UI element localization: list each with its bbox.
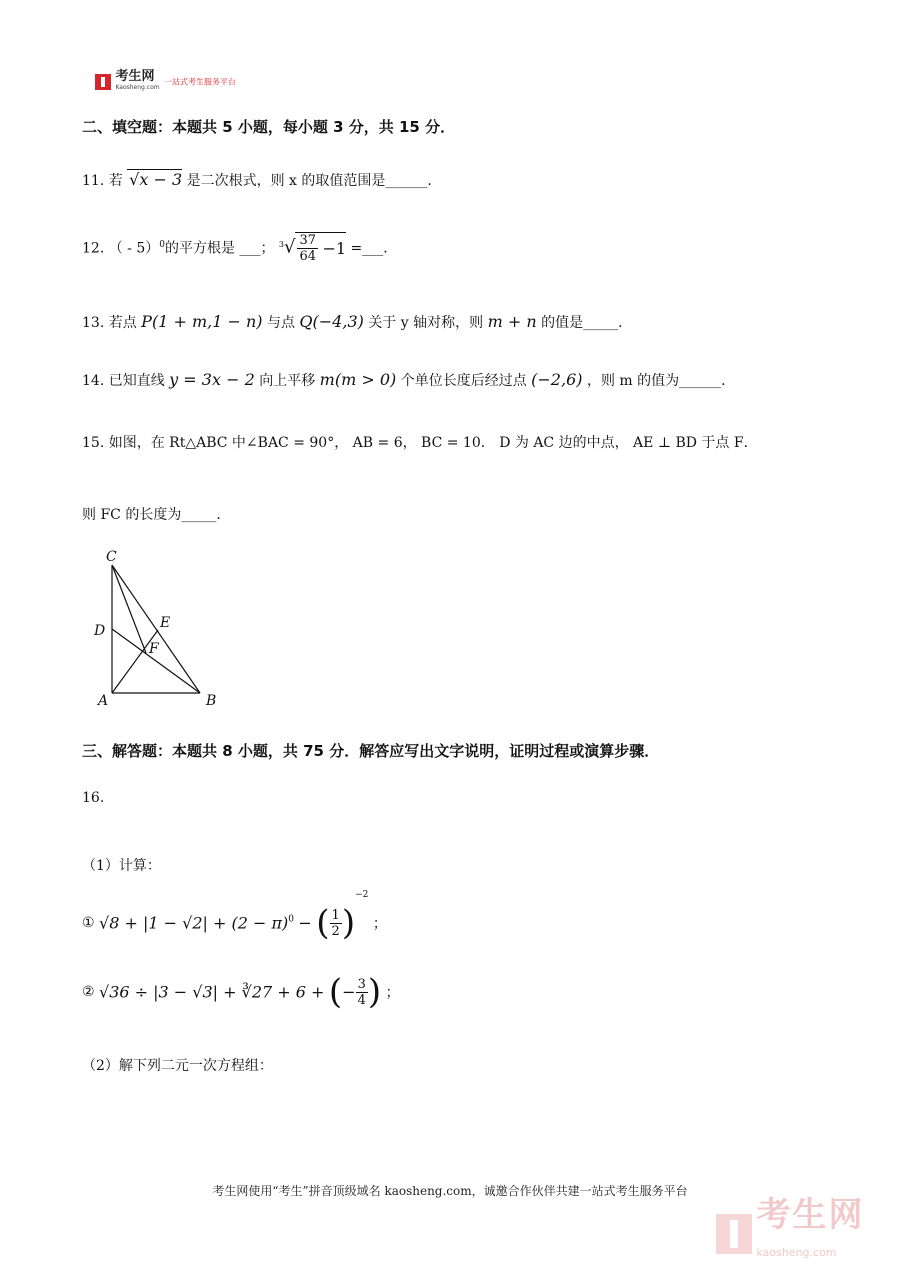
triangle-figure (88, 545, 228, 710)
item-2-end: ； (385, 985, 400, 1001)
item-2-frac-num: 3 (357, 976, 366, 992)
label-d: D (94, 623, 106, 639)
segment-cb (112, 565, 200, 693)
question-16-part-2: （2）解下列二元一次方程组： (82, 1058, 273, 1074)
q13-pre: 若点 (108, 315, 137, 331)
q12-minus-one: −1 (322, 239, 347, 258)
item-1-end: ； (372, 916, 387, 932)
question-13 (82, 312, 632, 332)
q13-mid1: 与点 (266, 315, 295, 331)
q12-sup: 0 (159, 239, 165, 250)
logo-slogan: 一站式考生服务平台 (164, 77, 237, 87)
item-1-sup: 0 (288, 914, 294, 925)
logo-name: 考生网 (115, 69, 155, 84)
q13-post: 的值是_____． (541, 315, 633, 331)
q12-number: 12. (82, 240, 105, 257)
segment-ae (112, 630, 158, 693)
q12-post: =___． (350, 240, 398, 257)
question-16-item-1: ① $√8 + |1 - √2| + (2 - \pi)^0$ − ( $\frac{1}{2}$ )$^{-2}$ ； (82, 890, 387, 943)
q13-point-q: Q(−4,3) (299, 312, 364, 331)
q14-line: y = 3x − 2 (169, 370, 255, 389)
question-15-line-1 (82, 432, 758, 452)
q11-number: 11. (82, 173, 105, 189)
item-2-frac-den: 4 (357, 992, 366, 1008)
section-2-title: 二、填空题：本题共 5 小题，每小题 3 分，共 15 分． (82, 118, 456, 136)
label-b: B (206, 693, 217, 709)
label-f: F (149, 641, 159, 657)
q11-pre: 若 (108, 173, 123, 189)
item-1-minus: − (298, 913, 312, 933)
q14-number: 14. (82, 373, 105, 389)
watermark-logo-icon (716, 1214, 752, 1254)
question-16-item-2: ② √36 ÷ |3 − √3| + ∛27 + 6 + (− $\frac{3}{4}$ ) ； (82, 972, 400, 1012)
q14-mid1: 向上平移 (259, 373, 316, 389)
q14-point: (−2,6) (531, 370, 583, 389)
item-2-expr: √36 ÷ |3 − √3| + ∛27 + 6 + (99, 982, 325, 1002)
q12-cube-index: 3 (278, 239, 284, 249)
item-1-frac-num: 1 (331, 907, 340, 923)
q13-mid2: 关于 y 轴对称，则 (368, 315, 484, 331)
q14-pre: 已知直线 (108, 373, 165, 389)
q14-m: m(m > 0) (319, 370, 397, 389)
section-3-title: 三、解答题：本题共 8 小题，共 75 分．解答应写出文字说明，证明过程或演算步骤． (82, 742, 660, 760)
watermark (716, 1195, 865, 1267)
q12-mid: 的平方根是 ___； (165, 240, 275, 257)
item-1-fraction (330, 908, 342, 939)
item-1-mark: ① (82, 915, 95, 931)
item-1-expr: √8 + |1 − √2| + (2 − π) (99, 913, 289, 933)
question-11 (82, 170, 441, 190)
q12-fraction (297, 233, 318, 264)
q14-mid2: 个单位长度后经过点 (400, 373, 527, 389)
watermark-name: 考生网 (756, 1195, 865, 1235)
item-2-fraction (356, 977, 368, 1008)
q14-post: ，则 m 的值为______． (586, 373, 736, 389)
label-a: A (98, 693, 109, 709)
q15-number: 15. (82, 435, 105, 451)
question-16-number: 16. (82, 790, 105, 806)
q15-line1: 如图，在 Rt△ABC 中∠BAC = 90°， AB = 6， BC = 10． D 为 AC 边的中点， AE ⊥ BD 于点 F． (108, 435, 758, 451)
q13-number: 13. (82, 315, 105, 331)
segment-cf (112, 565, 146, 653)
item-1-exp: −2 (355, 890, 369, 900)
question-14 (82, 370, 735, 390)
label-e: E (160, 615, 171, 631)
q12-frac-num: 37 (299, 233, 317, 248)
logo-domain: Kaosheng.com (115, 84, 160, 91)
label-c: C (106, 549, 117, 565)
footer-text: 考生网使用“考生”拼音顶级域名 kaosheng.com，诚邀合作伙伴共建一站式考生服务平台 (212, 1184, 688, 1198)
q13-expr: m + n (487, 312, 537, 331)
item-2-mark: ② (82, 984, 95, 1000)
q11-expr: √x − 3 (129, 170, 183, 189)
segment-db (112, 629, 200, 693)
question-16-part-1: （1）计算： (82, 858, 161, 874)
q12-pre: （ - 5） (108, 240, 160, 257)
watermark-domain: kaosheng.com (756, 1246, 837, 1259)
question-12: 12. （ - 5）$^0$的平方根是 ___； $^3$√ $\frac{37}{64}$ −1 =___． (82, 233, 398, 264)
q12-frac-den: 64 (299, 249, 317, 264)
question-15-line-2: 则 FC 的长度为_____． (82, 507, 231, 523)
q11-post: 是二次根式，则 x 的取值范围是______． (186, 173, 442, 189)
item-1-frac-den: 2 (331, 923, 340, 939)
logo-icon (95, 74, 111, 90)
header-logo (95, 69, 237, 92)
q13-point-p: P(1 + m,1 − n) (141, 312, 263, 331)
